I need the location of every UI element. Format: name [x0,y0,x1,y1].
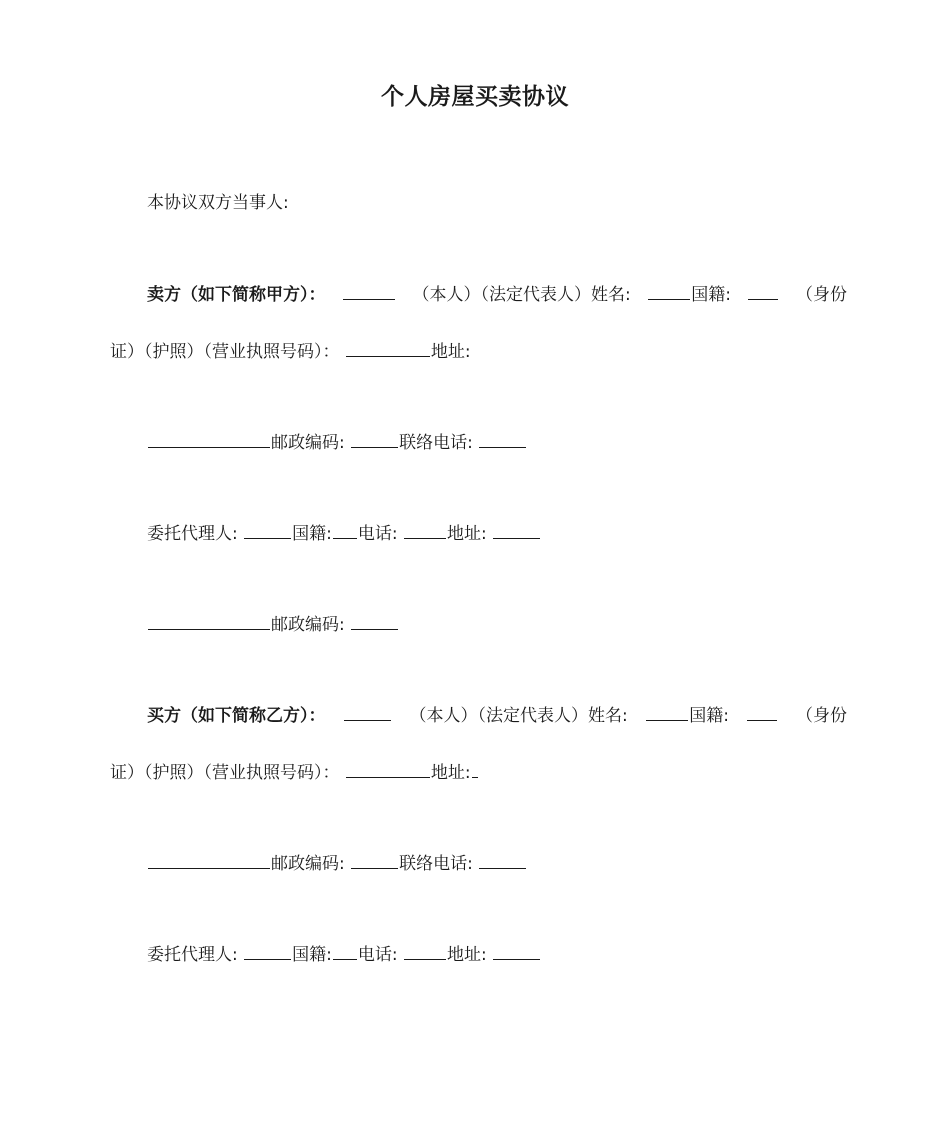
buyer-postcode-blank[interactable] [351,851,398,869]
buyer-party-blank[interactable] [344,703,391,721]
buyer-address-label: 地址: [430,763,471,783]
seller-nationality-label: 国籍: [691,285,731,305]
seller-agent-nationality-blank[interactable] [333,521,357,539]
buyer-agent-nationality-blank[interactable] [333,942,357,960]
buyer-agent-line [147,942,541,968]
seller-phone-blank[interactable] [479,430,526,448]
buyer-line-1 [147,703,847,729]
buyer-label: 买方（如下简称乙方）： [147,706,326,726]
buyer-postcode-label: 邮政编码: [271,854,345,874]
buyer-name-blank[interactable] [646,703,688,721]
seller-agent-name-blank[interactable] [244,521,291,539]
buyer-agent-nationality-label: 国籍: [292,945,332,965]
buyer-nationality-blank[interactable] [747,703,777,721]
buyer-agent-address-blank[interactable] [493,942,540,960]
seller-id-number-blank[interactable] [346,339,430,357]
buyer-agent-label: 委托代理人: [147,945,238,965]
buyer-agent-name-blank[interactable] [244,942,291,960]
seller-agent-nationality-label: 国籍: [292,524,332,544]
seller-phone-label: 联络电话: [399,433,473,453]
seller-line-3 [147,430,527,456]
buyer-nationality-label: 国籍: [689,706,729,726]
seller-id-types: 证）（护照）（营业执照号码）： [110,342,340,362]
seller-name-blank[interactable] [648,282,690,300]
seller-agent-phone-blank[interactable] [404,521,446,539]
seller-agent-address-label: 地址: [447,524,487,544]
buyer-address-start-blank[interactable] [472,760,478,778]
buyer-agent-phone-label: 电话: [357,945,398,965]
seller-party-blank[interactable] [343,282,395,300]
seller-agent-postcode-blank[interactable] [351,612,398,630]
seller-nationality-blank[interactable] [748,282,778,300]
buyer-agent-address-label: 地址: [447,945,487,965]
seller-identity-text: （本人）（法定代表人）姓名: [412,285,631,305]
seller-agent-postcode-line [147,612,399,638]
buyer-address-blank[interactable] [148,851,270,869]
intro-line: 本协议双方当事人: [147,193,289,213]
seller-postcode-blank[interactable] [351,430,398,448]
buyer-phone-label: 联络电话: [399,854,473,874]
buyer-id-label-start: （身份 [795,706,847,726]
buyer-line-3 [147,851,527,877]
buyer-id-types: 证）（护照）（营业执照号码）： [110,763,340,783]
seller-agent-address-cont-blank[interactable] [148,612,270,630]
seller-agent-postcode-label: 邮政编码: [271,615,345,635]
document-title: 个人房屋买卖协议 [381,84,569,110]
seller-label: 卖方（如下简称甲方）： [147,285,326,305]
seller-line-2 [110,339,471,365]
buyer-phone-blank[interactable] [479,851,526,869]
seller-agent-phone-label: 电话: [357,524,398,544]
buyer-line-2 [110,760,479,786]
seller-agent-address-blank[interactable] [493,521,540,539]
seller-agent-line [147,521,541,547]
seller-address-label: 地址: [430,342,471,362]
seller-address-blank[interactable] [148,430,270,448]
seller-line-1 [147,282,847,308]
seller-agent-label: 委托代理人: [147,524,238,544]
seller-id-label-start: （身份 [795,285,847,305]
buyer-identity-text: （本人）（法定代表人）姓名: [409,706,628,726]
buyer-id-number-blank[interactable] [346,760,430,778]
buyer-agent-phone-blank[interactable] [404,942,446,960]
seller-postcode-label: 邮政编码: [271,433,345,453]
